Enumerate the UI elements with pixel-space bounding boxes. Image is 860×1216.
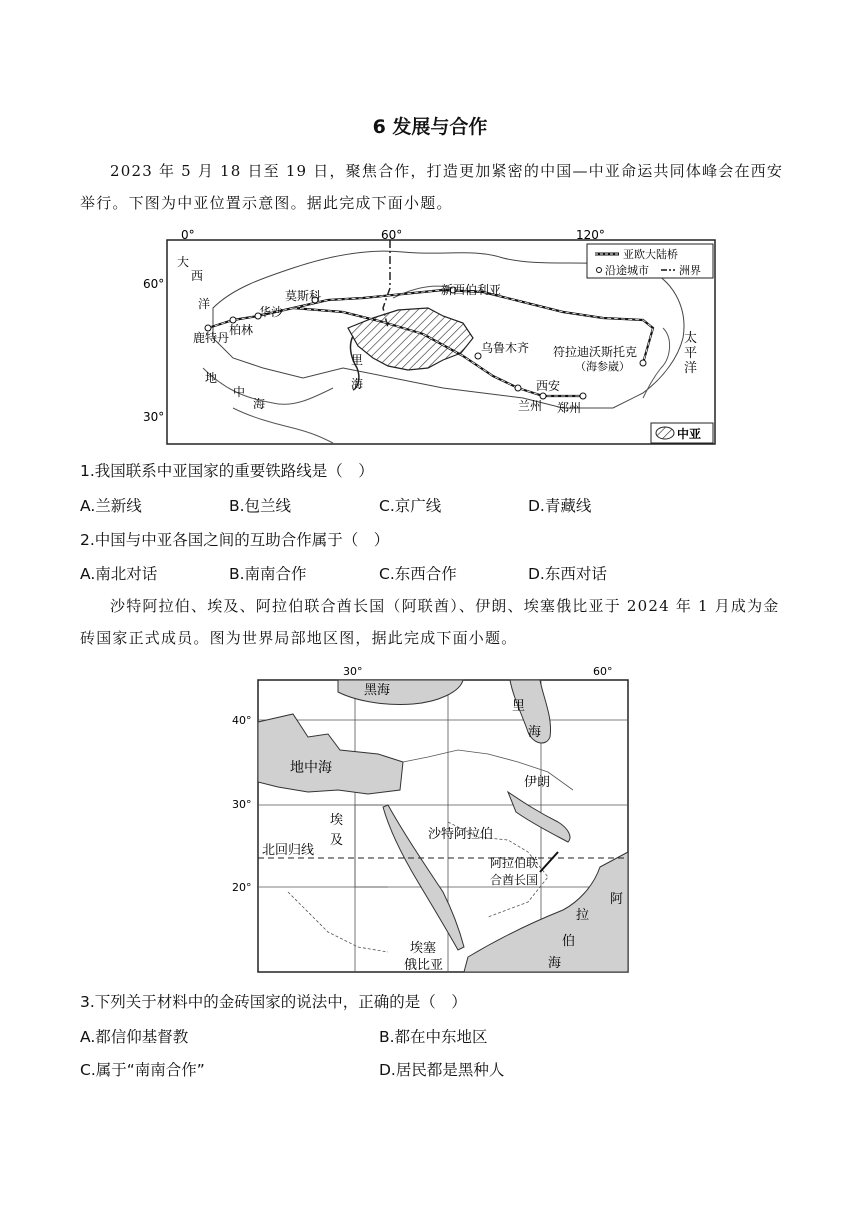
label-saudi-arabia: 沙特阿拉伯 bbox=[428, 827, 494, 842]
label-arabian-sea-3: 伯 bbox=[562, 934, 576, 949]
label-vladivostok-cn: （海参崴） bbox=[575, 360, 630, 373]
q3-option-b[interactable]: B.都在中东地区 bbox=[379, 1028, 488, 1046]
q2-option-b[interactable]: B.南南合作 bbox=[229, 565, 307, 583]
label-med-2: 中 bbox=[233, 385, 246, 399]
label-ethiopia-1: 埃塞 bbox=[410, 941, 437, 956]
q3-option-a[interactable]: A.都信仰基督教 bbox=[80, 1028, 189, 1046]
label-tropic-of-cancer: 北回归线 bbox=[262, 843, 315, 858]
page-title: 6 发展与合作 bbox=[372, 116, 488, 138]
q2-option-d[interactable]: D.东西对话 bbox=[528, 565, 607, 583]
label-warsaw: 华沙 bbox=[259, 305, 284, 319]
q1-option-d[interactable]: D.青藏线 bbox=[528, 497, 592, 515]
q1-option-a[interactable]: A.兰新线 bbox=[80, 497, 142, 515]
label-zhengzhou: 郑州 bbox=[557, 401, 582, 415]
label-pacific-1: 太 bbox=[684, 331, 698, 346]
label-black-sea: 黑海 bbox=[364, 683, 391, 698]
q1-option-c[interactable]: C.京广线 bbox=[379, 497, 442, 515]
map1-lon-60: 60° bbox=[381, 228, 403, 242]
label-atlantic-3: 洋 bbox=[198, 297, 211, 311]
label-mediterranean: 地中海 bbox=[290, 760, 332, 776]
middle-east-map bbox=[228, 662, 632, 976]
label-caspian-1: 里 bbox=[512, 699, 526, 714]
label-med-1: 地 bbox=[205, 371, 218, 385]
label-pacific-3: 洋 bbox=[684, 361, 698, 376]
map1-lon-120: 120° bbox=[576, 228, 605, 242]
map1-lon-0: 0° bbox=[181, 228, 195, 242]
question-3: 3.下列关于材料中的金砖国家的说法中，正确的是（ ） bbox=[80, 993, 467, 1011]
q2-option-c[interactable]: C.东西合作 bbox=[379, 565, 457, 583]
q2-option-a[interactable]: A.南北对话 bbox=[80, 565, 158, 583]
label-urumqi: 乌鲁木齐 bbox=[481, 341, 530, 355]
map1-lat-30: 30° bbox=[143, 410, 165, 424]
label-pacific-2: 平 bbox=[684, 346, 698, 361]
label-moscow: 莫斯科 bbox=[285, 289, 322, 303]
label-berlin: 柏林 bbox=[229, 323, 254, 337]
label-uae-2: 合酋长国 bbox=[490, 873, 539, 887]
label-med-3: 海 bbox=[253, 397, 266, 411]
label-egypt-1: 埃 bbox=[330, 813, 344, 828]
map2-lat-30: 30° bbox=[232, 798, 252, 811]
label-atlantic-2: 西 bbox=[191, 269, 204, 283]
legend-boundary: 洲界 bbox=[679, 264, 701, 277]
label-arabian-sea-4: 海 bbox=[548, 956, 562, 971]
label-caspian-2: 海 bbox=[351, 377, 364, 391]
q3-option-c[interactable]: C.属于“南南合作” bbox=[80, 1061, 205, 1079]
question-2: 2.中国与中亚各国之间的互助合作属于（ ） bbox=[80, 531, 390, 549]
map2-lon-60: 60° bbox=[593, 665, 613, 678]
label-uae-1: 阿拉伯联 bbox=[490, 856, 539, 870]
label-arabian-sea-1: 阿 bbox=[610, 892, 624, 907]
label-egypt-2: 及 bbox=[330, 833, 344, 848]
intro-paragraph-1: 2023 年 5 月 18 日至 19 日，聚焦合作，打造更加紧密的中国—中亚命运共同体峰会在西安举行。下图为中亚位置示意图。据此完成下面小题。 bbox=[80, 162, 784, 212]
legend-city: 沿途城市 bbox=[605, 264, 649, 277]
label-rotterdam: 鹿特丹 bbox=[193, 331, 230, 345]
intro-paragraph-2: 沙特阿拉伯、埃及、阿拉伯联合酋长国（阿联酋）、伊朗、埃塞俄比亚于 2024 年 1 月成为金砖国家正式成员。图为世界局部地区图，据此完成下面小题。 bbox=[80, 597, 780, 647]
label-caspian-2: 海 bbox=[528, 725, 542, 740]
legend-bridge: 亚欧大陆桥 bbox=[623, 248, 678, 261]
q3-option-d[interactable]: D.居民都是黑种人 bbox=[379, 1061, 505, 1079]
q1-option-b[interactable]: B.包兰线 bbox=[229, 497, 292, 515]
label-ethiopia-2: 俄比亚 bbox=[404, 958, 444, 973]
map2-lat-40: 40° bbox=[232, 714, 252, 727]
map2-lat-20: 20° bbox=[232, 881, 252, 894]
label-lanzhou: 兰州 bbox=[518, 399, 543, 413]
label-xian: 西安 bbox=[536, 379, 561, 393]
question-1: 1.我国联系中亚国家的重要铁路线是（ ） bbox=[80, 462, 374, 480]
label-caspian-1: 里 bbox=[351, 353, 364, 367]
legend-central-asia: 中亚 bbox=[677, 427, 702, 441]
central-asia-map bbox=[143, 228, 723, 448]
label-iran: 伊朗 bbox=[524, 775, 551, 790]
label-arabian-sea-2: 拉 bbox=[576, 908, 590, 923]
map2-lon-30: 30° bbox=[343, 665, 363, 678]
label-vladivostok: 符拉迪沃斯托克 bbox=[553, 345, 638, 359]
label-novosibirsk: 新西伯利亚 bbox=[441, 283, 502, 297]
label-atlantic-1: 大 bbox=[177, 255, 190, 269]
map1-lat-60: 60° bbox=[143, 277, 165, 291]
